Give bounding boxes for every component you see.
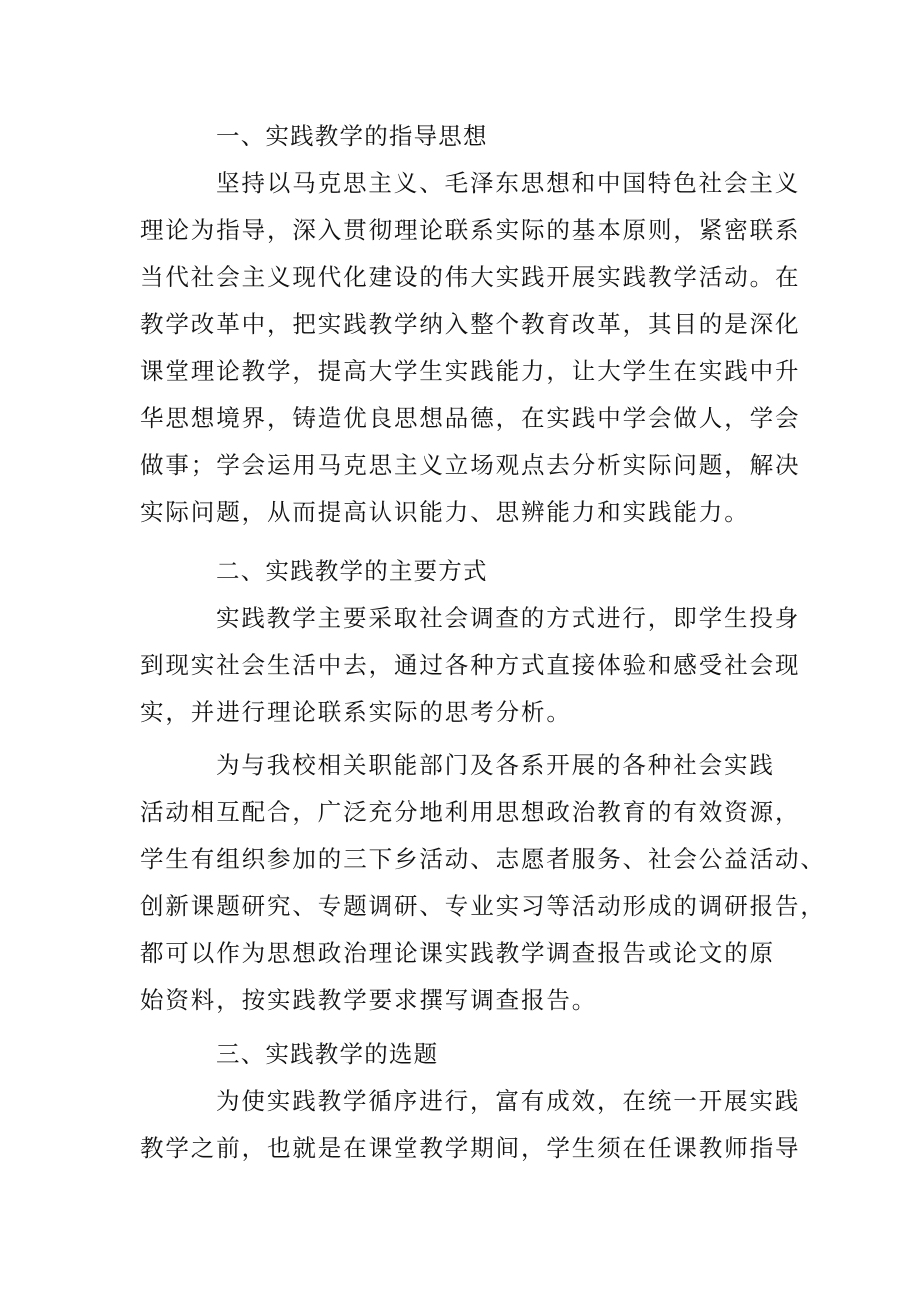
paragraph-line: 当代社会主义现代化建设的伟大实践开展实践教学活动。在 xyxy=(140,263,801,291)
section-heading-3: 三、实践教学的选题 xyxy=(216,1040,439,1068)
section-heading-2: 二、实践教学的主要方式 xyxy=(216,557,488,585)
paragraph-line: 坚持以马克思主义、毛泽东思想和中国特色社会主义 xyxy=(216,169,801,197)
paragraph-line: 都可以作为思想政治理论课实践教学调查报告或论文的原 xyxy=(140,939,775,967)
paragraph-line: 教学改革中，把实践教学纳入整个教育改革，其目的是深化 xyxy=(140,310,801,338)
section-heading-1: 一、实践教学的指导思想 xyxy=(216,122,488,150)
paragraph-line: 实，并进行理论联系实际的思考分析。 xyxy=(140,698,572,726)
paragraph-line: 到现实社会生活中去，通过各种方式直接体验和感受社会现 xyxy=(140,651,801,679)
paragraph-line: 做事；学会运用马克思主义立场观点去分析实际问题，解决 xyxy=(140,451,801,479)
paragraph-line: 学生有组织参加的三下乡活动、志愿者服务、社会公益活动、 xyxy=(140,845,826,873)
paragraph-line: 为使实践教学循序进行，富有成效，在统一开展实践 xyxy=(216,1087,801,1115)
paragraph-line: 课堂理论教学，提高大学生实践能力，让大学生在实践中升 xyxy=(140,357,801,385)
paragraph-line: 华思想境界，铸造优良思想品德，在实践中学会做人，学会 xyxy=(140,404,801,432)
paragraph-line: 教学之前，也就是在课堂教学期间，学生须在任课教师指导 xyxy=(140,1134,801,1162)
paragraph-line: 为与我校相关职能部门及各系开展的各种社会实践 xyxy=(216,751,775,779)
paragraph-line: 实践教学主要采取社会调查的方式进行，即学生投身 xyxy=(216,604,801,632)
paragraph-line: 理论为指导，深入贯彻理论联系实际的基本原则，紧密联系 xyxy=(140,216,801,244)
paragraph-line: 活动相互配合，广泛充分地利用思想政治教育的有效资源， xyxy=(140,798,801,826)
paragraph-line: 实际问题，从而提高认识能力、思辨能力和实践能力。 xyxy=(140,498,750,526)
paragraph-line: 始资料，按实践教学要求撰写调查报告。 xyxy=(140,986,598,1014)
paragraph-line: 创新课题研究、专题调研、专业实习等活动形成的调研报告， xyxy=(140,892,826,920)
